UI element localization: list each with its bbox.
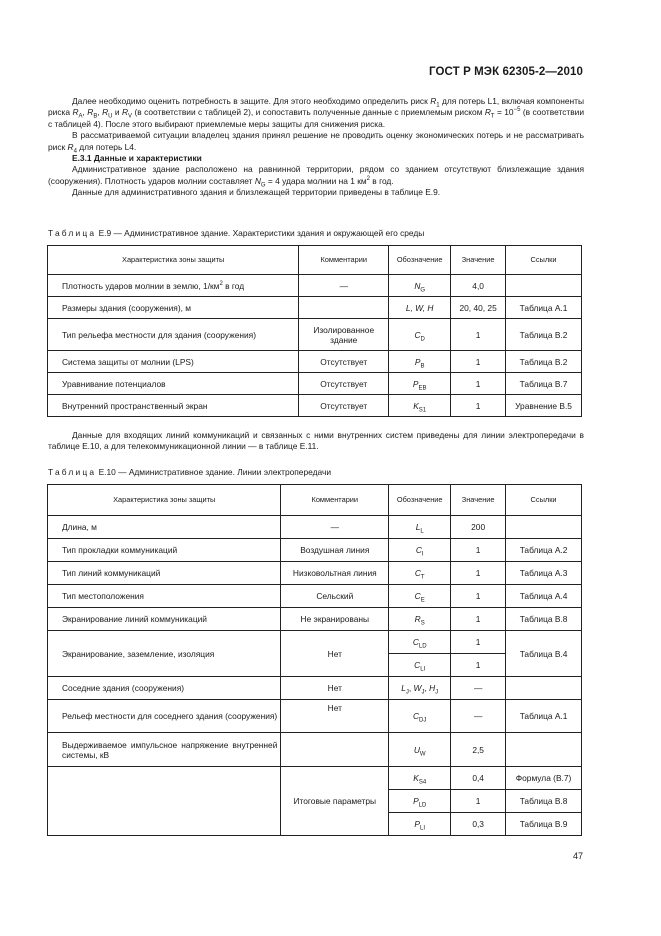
cell-comment	[299, 297, 389, 319]
cell-characteristic-empty	[48, 767, 281, 836]
cell-value: 1	[451, 395, 506, 417]
cell-value: 1	[451, 608, 506, 631]
cell-characteristic: Размеры здания (сооружения), м	[48, 297, 299, 319]
cell-comment: Отсутствует	[299, 373, 389, 395]
table-row	[48, 677, 582, 700]
header-comment: Комментарии	[299, 246, 389, 275]
table-row	[48, 373, 582, 395]
header-characteristic: Характеристика зоны защиты	[48, 246, 299, 275]
cell-symbol: $C_{LI}$	[389, 654, 451, 677]
intro-text	[48, 96, 584, 199]
header-characteristic: Характеристика зоны защиты	[48, 485, 281, 516]
cell-reference: Таблица А.1	[506, 297, 582, 319]
cell-value: 2,5	[451, 733, 506, 767]
cell-symbol: L, W, H	[389, 297, 451, 319]
header-value: Значение	[451, 246, 506, 275]
table-row	[48, 395, 582, 417]
cell-reference: Таблица В.7	[506, 373, 582, 395]
cell-reference: Таблица В.2	[506, 351, 582, 373]
table-row	[48, 562, 582, 585]
cell-value: 0,4	[451, 767, 506, 790]
cell-symbol: $C_{DJ}$	[389, 700, 451, 733]
table9-caption: Таблица Е.9 — Административное здание. Характеристики здания и окружающей его среды	[48, 228, 425, 238]
cell-characteristic: Уравнивание потенциалов	[48, 373, 299, 395]
cell-comment: Воздушная линия	[281, 539, 389, 562]
paragraph-table9-ref: Данные для административного здания и близлежащей территории приведены в таблице Е.9.	[72, 187, 441, 198]
cell-comment: Итоговые параметры	[281, 767, 389, 836]
cell-symbol: $L_L$	[389, 516, 451, 539]
cell-characteristic: Система защиты от молнии (LPS)	[48, 351, 299, 373]
cell-reference: Таблица А.2	[506, 539, 582, 562]
cell-reference	[506, 733, 582, 767]
cell-reference: Таблица В.9	[506, 813, 582, 836]
cell-symbol: $C_T$	[389, 562, 451, 585]
table-e10	[47, 484, 582, 836]
cell-value: 1	[451, 654, 506, 677]
cell-comment: —	[299, 275, 389, 297]
cell-comment: Нет	[281, 700, 389, 733]
cell-value: 1	[451, 319, 506, 351]
cell-reference	[506, 275, 582, 297]
cell-reference: Таблица А.3	[506, 562, 582, 585]
cell-symbol: $P_{LI}$	[389, 813, 451, 836]
cell-comment: Нет	[281, 677, 389, 700]
cell-comment: Изолированное здание	[299, 319, 389, 351]
cell-comment: —	[281, 516, 389, 539]
cell-reference: Уравнение В.5	[506, 395, 582, 417]
cell-symbol: $U_W$	[389, 733, 451, 767]
table-row	[48, 516, 582, 539]
table-row	[48, 631, 582, 654]
cell-value: 1	[451, 562, 506, 585]
table-row	[48, 351, 582, 373]
cell-symbol: $P_B$	[389, 351, 451, 373]
header-value: Значение	[451, 485, 506, 516]
table-row	[48, 319, 582, 351]
cell-comment: Сельский	[281, 585, 389, 608]
table-header-row	[48, 485, 582, 516]
cell-value: —	[451, 677, 506, 700]
table-row	[48, 700, 582, 733]
cell-symbol: $C_{LD}$	[389, 631, 451, 654]
table-row	[48, 608, 582, 631]
subsection-heading: Е.3.1 Данные и характеристики	[72, 153, 202, 164]
header-symbol: Обозначение	[389, 246, 451, 275]
paragraph-building-location: Административное здание расположено на равнинной территории, рядом со зданием отсутствуют близлежащие здания (сооружения). Плотность ударов молнии составляет $N_G = 4$ удара молнии на 1 $км^2$ в год.	[48, 164, 584, 189]
cell-characteristic: Рельеф местности для соседнего здания (сооружения)	[48, 700, 281, 733]
cell-characteristic: Тип местоположения	[48, 585, 281, 608]
cell-symbol: $P_{LD}$	[389, 790, 451, 813]
cell-reference: Таблица В.8	[506, 608, 582, 631]
header-symbol: Обозначение	[389, 485, 451, 516]
table-row	[48, 767, 582, 790]
cell-reference	[506, 516, 582, 539]
table-row	[48, 539, 582, 562]
cell-comment: Отсутствует	[299, 351, 389, 373]
cell-value: 1	[451, 539, 506, 562]
cell-value: 1	[451, 373, 506, 395]
cell-symbol: $C_I$	[389, 539, 451, 562]
cell-symbol: $R_S$	[389, 608, 451, 631]
cell-characteristic: Экранирование, заземление, изоляция	[48, 631, 281, 677]
cell-symbol: $N_G$	[389, 275, 451, 297]
cell-comment: Низковольтная линия	[281, 562, 389, 585]
cell-reference	[506, 677, 582, 700]
header-comment: Комментарии	[281, 485, 389, 516]
cell-reference: Таблица В.4	[506, 631, 582, 677]
cell-value: 4,0	[451, 275, 506, 297]
header-reference: Ссылки	[506, 246, 582, 275]
table-e9	[47, 245, 582, 417]
cell-comment: Отсутствует	[299, 395, 389, 417]
cell-characteristic: Тип прокладки коммуникаций	[48, 539, 281, 562]
cell-value: 1	[451, 631, 506, 654]
cell-reference: Таблица В.2	[506, 319, 582, 351]
paragraph-risk-assessment: Далее необходимо оценить потребность в защите. Для этого необходимо определить риск $R_1$ для потерь L1, включая компоненты риска $R_A$, $R_B$, $R_U$ и $R_V$ (в соответствии с таблицей 2), и сопоставить полученные данные с приемлемым риском $R_T = 10^{-5}$ (в соответствии с таблицей 4). После этого выбирают приемлемые меры защиты для снижения риска.	[48, 96, 585, 129]
cell-comment	[281, 733, 389, 767]
cell-value: 1	[451, 585, 506, 608]
lines-text	[48, 430, 584, 453]
paragraph-lines-ref: Данные для входящих линий коммуникаций и связанных с ними внутренних систем приведены для линии электропередачи в таблице Е.10, а для телекоммуникационной линии — в таблице Е.11.	[48, 430, 584, 452]
cell-characteristic: Внутренний пространственный экран	[48, 395, 299, 417]
cell-reference: Таблица А.1	[506, 700, 582, 733]
cell-symbol: $P_{EB}$	[389, 373, 451, 395]
cell-characteristic: Экранирование линий коммуникаций	[48, 608, 281, 631]
cell-symbol: $L_J$, $W_J$, $H_J$	[389, 677, 451, 700]
cell-characteristic: Выдерживаемое импульсное напряжение внутренней системы, кВ	[48, 733, 281, 767]
cell-characteristic: Тип линий коммуникаций	[48, 562, 281, 585]
cell-value: 1	[451, 351, 506, 373]
cell-value: 1	[451, 790, 506, 813]
table-row	[48, 297, 582, 319]
cell-reference: Таблица А.4	[506, 585, 582, 608]
cell-symbol: $C_D$	[389, 319, 451, 351]
header-reference: Ссылки	[506, 485, 582, 516]
cell-symbol: $K_{S1}$	[389, 395, 451, 417]
cell-characteristic: Плотность ударов молнии в землю, $1/км^2$ в год	[48, 275, 299, 297]
cell-reference: Формула (В.7)	[506, 767, 582, 790]
table-row	[48, 733, 582, 767]
cell-value: 20, 40, 25	[451, 297, 506, 319]
cell-comment: Не экранированы	[281, 608, 389, 631]
table-row	[48, 275, 582, 297]
cell-value: 200	[451, 516, 506, 539]
cell-reference: Таблица В.8	[506, 790, 582, 813]
cell-value: 0,3	[451, 813, 506, 836]
paragraph-owner-decision: В рассматриваемой ситуации владелец здания принял решение не проводить оценку экономических потерь и не рассматривать риск $R_4$ для потерь L4.	[48, 130, 584, 155]
table10-caption: Таблица Е.10 — Административное здание. Линии электропередачи	[48, 467, 331, 477]
cell-symbol: $C_E$	[389, 585, 451, 608]
table-row	[48, 585, 582, 608]
cell-characteristic: Тип рельефа местности для здания (сооружения)	[48, 319, 299, 351]
cell-characteristic: Длина, м	[48, 516, 281, 539]
page-number: 47	[572, 851, 583, 861]
table-header-row	[48, 246, 582, 275]
page-header: ГОСТ Р МЭК 62305-2—2010	[429, 66, 583, 78]
cell-symbol: $K_{S4}$	[389, 767, 451, 790]
cell-value: —	[451, 700, 506, 733]
cell-comment: Нет	[281, 631, 389, 677]
cell-characteristic: Соседние здания (сооружения)	[48, 677, 281, 700]
